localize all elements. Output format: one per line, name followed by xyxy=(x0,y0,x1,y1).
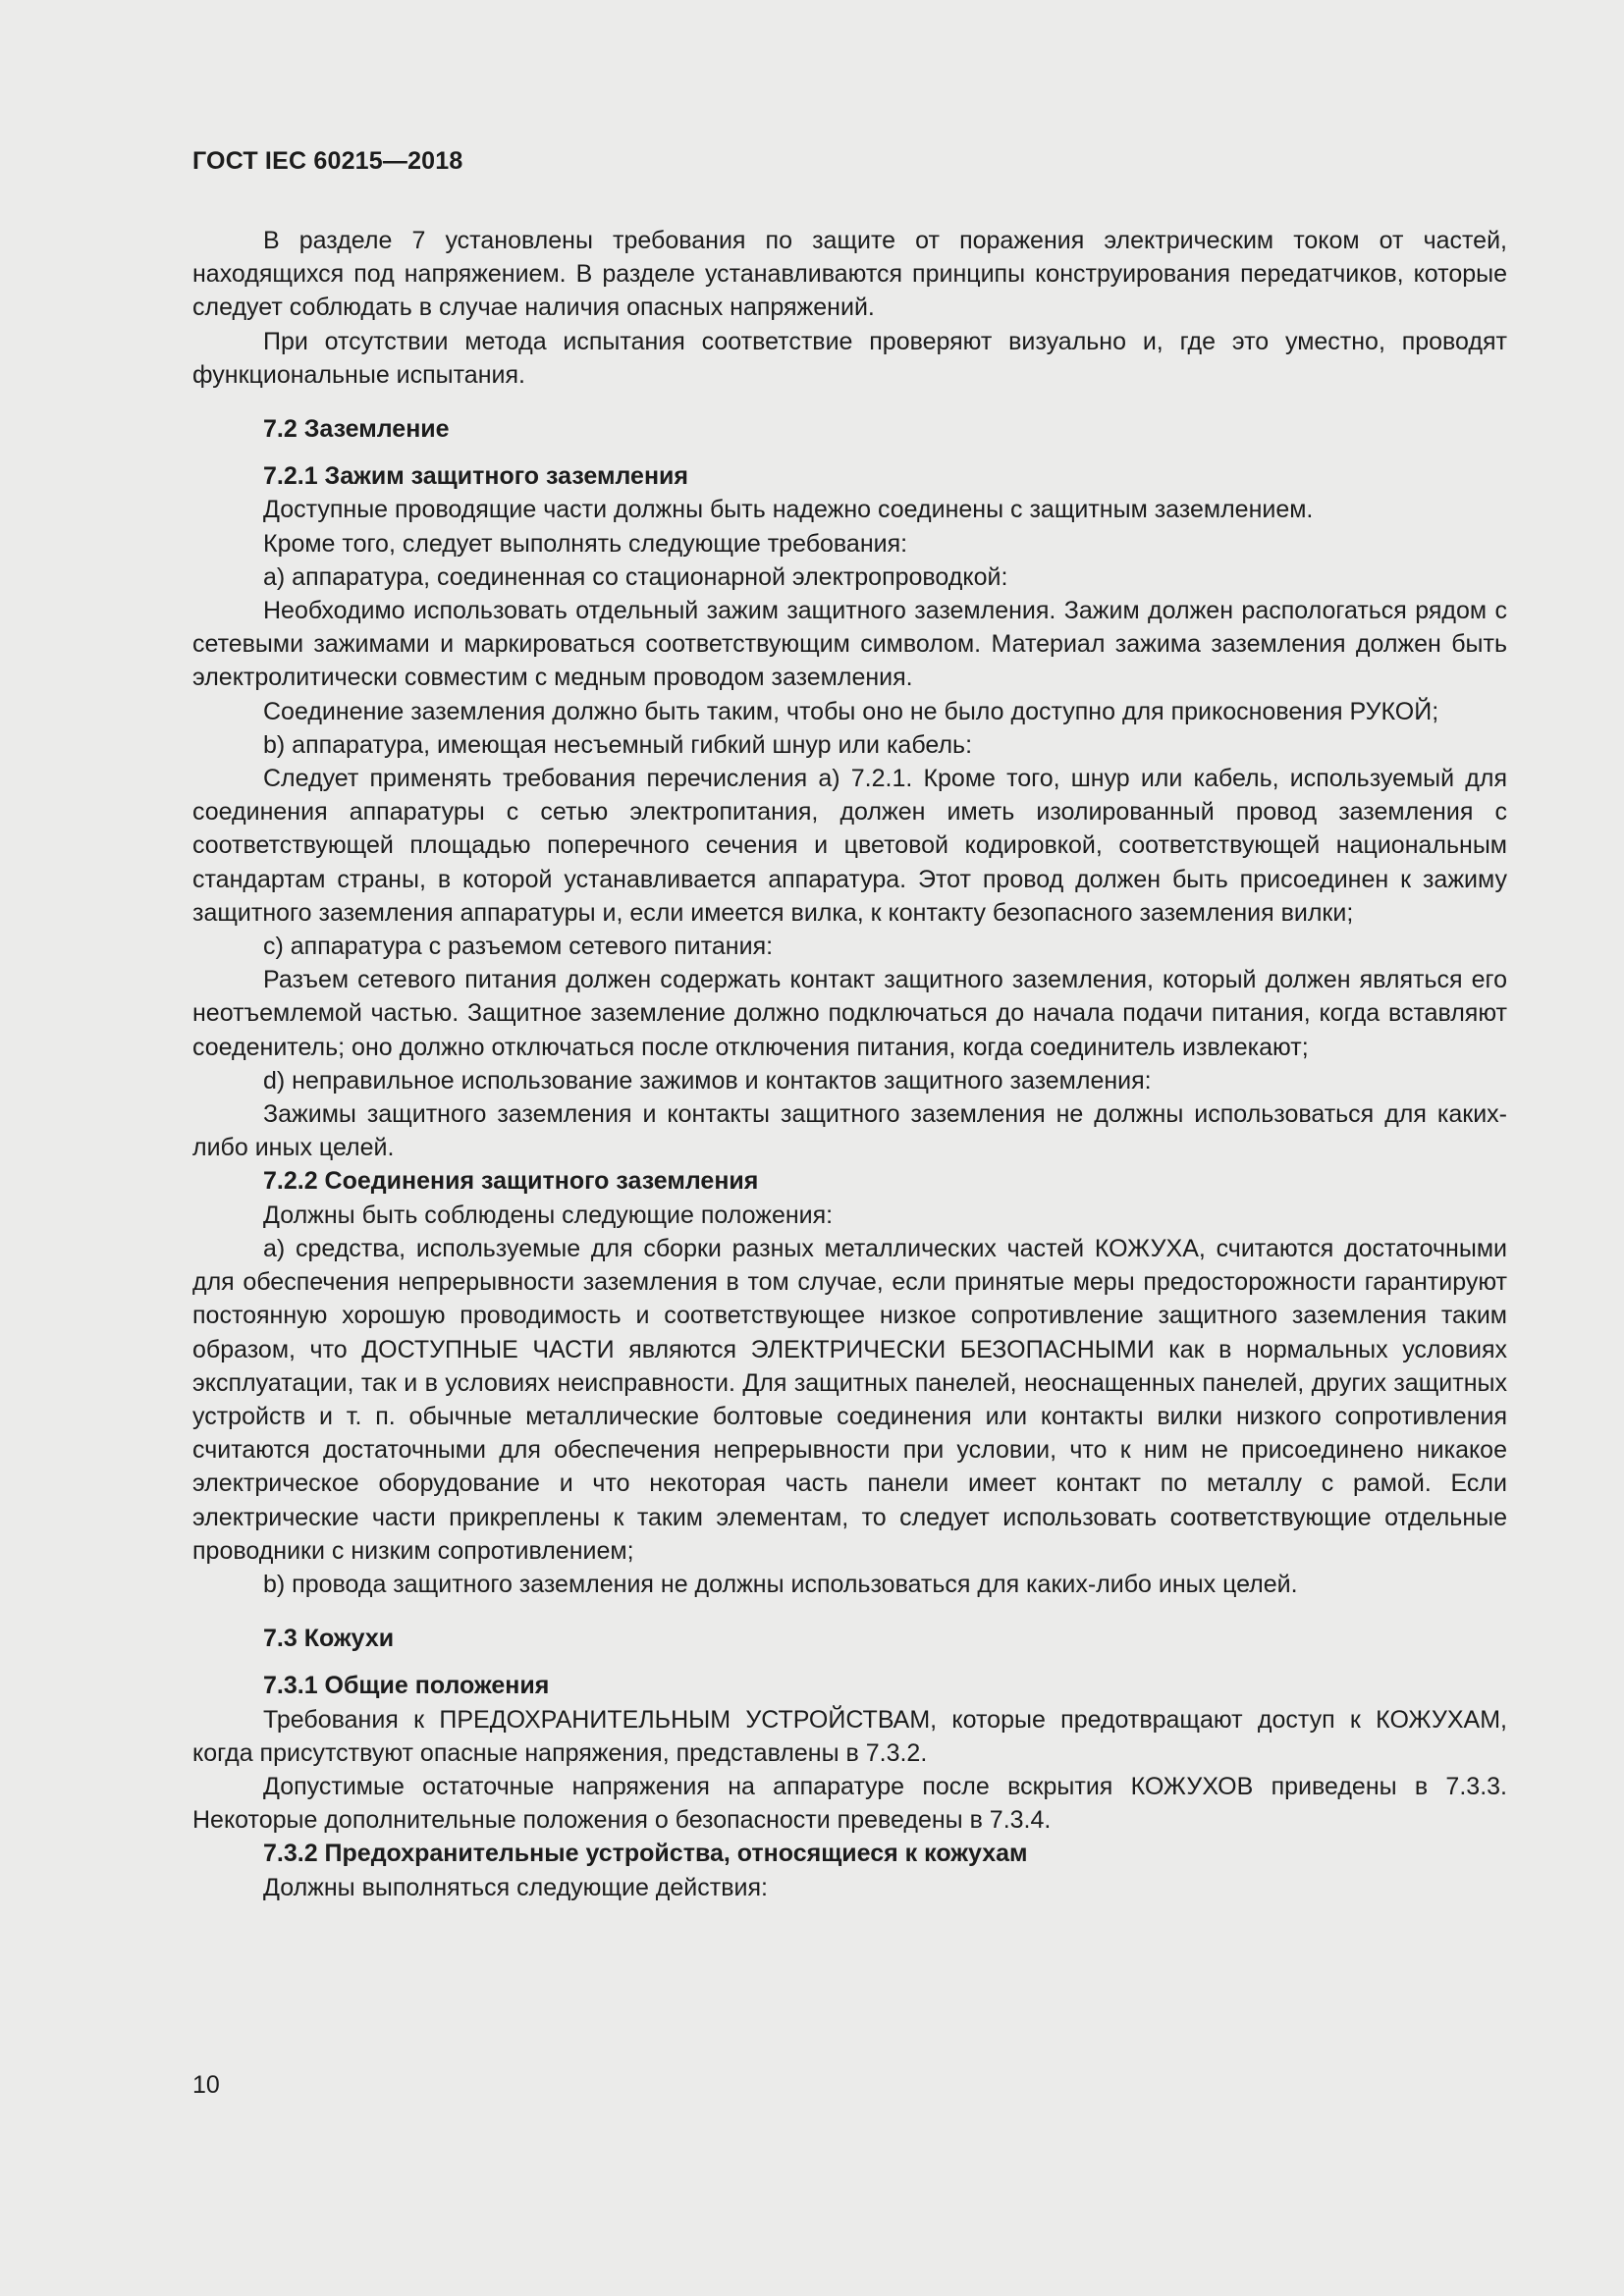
list-item: b) аппаратура, имеющая несъемный гибкий шнур или кабель: xyxy=(263,730,973,759)
list-item: d) неправильное использование зажимов и контактов защитного заземления: xyxy=(263,1066,1152,1095)
section-heading: 7.2 Заземление xyxy=(263,415,450,444)
subsection-heading: 7.3.1 Общие положения xyxy=(263,1672,550,1700)
paragraph: Кроме того, следует выполнять следующие требования: xyxy=(263,529,908,558)
paragraph: В разделе 7 установлены требования по защите от поражения электрическим током от частей, находящихся под напряжением. В разделе устанавливаются принципы конструирования передатчиков, которые следует соблюдать в случае наличия опасных напряжений. xyxy=(192,227,1507,322)
paragraph: Должны быть соблюдены следующие положения: xyxy=(263,1201,834,1229)
list-item: a) аппаратура, соединенная со стационарной электропроводкой: xyxy=(263,562,1008,591)
paragraph: Доступные проводящие части должны быть надежно соединены с защитным заземлением. xyxy=(263,496,1314,524)
paragraph: Разъем сетевого питания должен содержать контакт защитного заземления, который должен являться его неотъемлемой частью. Защитное заземление должно подключаться до начала подачи питания, когда вставляют соеденитель; оно должно отключаться после отключения питания, когда соединитель извлекают; xyxy=(192,966,1507,1061)
subsection-heading: 7.2.2 Соединения защитного заземления xyxy=(263,1167,759,1196)
list-item: b) провода защитного заземления не должны использоваться для каких-либо иных целей. xyxy=(263,1570,1298,1598)
paragraph: Должны выполняться следующие действия: xyxy=(263,1873,768,1901)
list-item: a) средства, используемые для сборки разных металлических частей КОЖУХА, считаются достаточными для обеспечения непрерывности заземления в том случае, если принятые меры предосторожности гарантируют постоянную хорошую проводимость и соответствующее низкое сопротивление защитного заземления таким образом, что ДОСТУПНЫЕ ЧАСТИ являются ЭЛЕКТРИЧЕСКИ БЕЗОПАСНЫМИ как в нормальных условиях эксплуатации, так и в условиях неисправности. Для защитных панелей, неоснащенных панелей, других защитных устройств и т. п. обычные металлические болтовые соединения или контакты вилки низкого сопротивления считаются достаточными для обеспечения непрерывности при условии, что к ним не присоединено никакое электрическое оборудование и что некоторая часть панели имеет контакт по металлу с рамой. Если электрические части прикреплены к таким элементам, то следует использовать соответствующие отдельные проводники с низким сопротивлением; xyxy=(192,1234,1507,1565)
document-header: ГОСТ IEC 60215—2018 xyxy=(192,147,463,175)
paragraph: Следует применять требования перечисления a) 7.2.1. Кроме того, шнур или кабель, используемый для соединения аппаратуры с сетью электропитания, должен иметь изолированный провод заземления с соответствующей площадью поперечного сечения и цветовой кодировкой, соответствующей национальным стандартам страны, в которой устанавливается аппаратура. Этот провод должен быть присоединен к зажиму защитного заземления аппаратуры и, если имеется вилка, к контакту безопасного заземления вилки; xyxy=(192,765,1507,927)
paragraph: Требования к ПРЕДОХРАНИТЕЛЬНЫМ УСТРОЙСТВАМ, которые предотвращают доступ к КОЖУХАМ, когда присутствуют опасные напряжения, представлены в 7.3.2. xyxy=(192,1705,1507,1767)
section-heading: 7.3 Кожухи xyxy=(263,1625,395,1653)
list-item: c) аппаратура с разъемом сетевого питания: xyxy=(263,933,774,961)
subsection-heading: 7.2.1 Зажим защитного заземления xyxy=(263,462,689,491)
paragraph: При отсутствии метода испытания соответствие проверяют визуально и, где это уместно, проводят функциональные испытания. xyxy=(192,327,1507,389)
document-body xyxy=(192,224,1507,1904)
page-number: 10 xyxy=(192,2071,220,2099)
paragraph: Зажимы защитного заземления и контакты защитного заземления не должны использоваться для каких-либо иных целей. xyxy=(192,1100,1507,1162)
subsection-heading: 7.3.2 Предохранительные устройства, относящиеся к кожухам xyxy=(263,1840,1028,1868)
paragraph: Допустимые остаточные напряжения на аппаратуре после вскрытия КОЖУХОВ приведены в 7.3.3. Некоторые дополнительные положения о безопасности преведены в 7.3.4. xyxy=(192,1772,1507,1835)
paragraph: Необходимо использовать отдельный зажим защитного заземления. Зажим должен распологаться рядом с сетевыми зажимами и маркироваться соответствующим символом. Материал зажима заземления должен быть электролитически совместим с медным проводом заземления. xyxy=(192,597,1507,692)
paragraph: Соединение заземления должно быть таким, чтобы оно не было доступно для прикосновения РУКОЙ; xyxy=(263,697,1439,725)
